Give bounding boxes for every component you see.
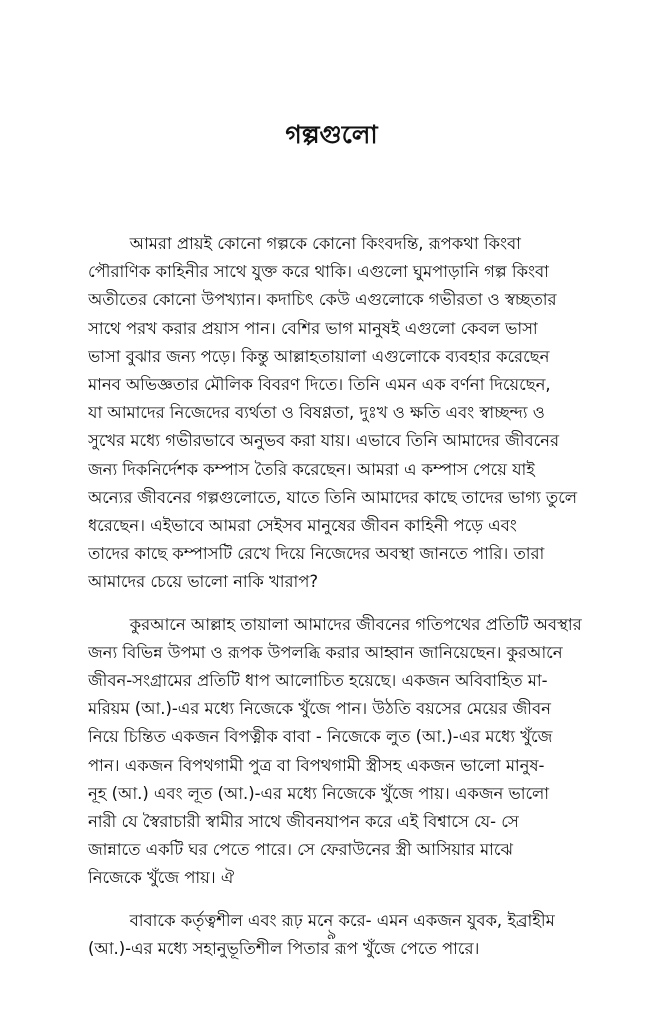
text-line: যা আমাদের নিজেদের ব্যর্থতা ও বিষণ্ণতা, দুঃখ ও ক্ষতি এবং স্বাচ্ছন্দ্য ও (88, 403, 545, 423)
page-number: ৯ (326, 925, 337, 943)
text-line: আমাদের চেয়ে ভালো নাকি খারাপ? (88, 572, 319, 592)
chapter-title: গল্পগুলো (285, 120, 378, 149)
text-line: মানব অভিজ্ঞতার মৌলিক বিবরণ দিতে। তিনি এমন এক বর্ণনা দিয়েছেন, (88, 375, 551, 395)
text-line: কুরআনে আল্লাহ তায়ালা আমাদের জীবনের গতিপথের প্রতিটি অবস্থার (88, 614, 582, 634)
text-line: মরিয়ম (আ.)-এর মধ্যে নিজেকে খুঁজে পান। উঠতি বয়সের মেয়ের জীবন (88, 699, 551, 719)
text-line: নিজেকে খুঁজে পায়। ঐ (88, 868, 234, 888)
chapter-body (88, 230, 588, 977)
text-line: পৌরাণিক কাহিনীর সাথে যুক্ত করে থাকি। এগুলো ঘুমপাড়ানি গল্প কিংবা (88, 262, 549, 282)
text-line: বাবাকে কর্তৃত্বশীল এবং রূঢ় মনে করে- এমন একজন যুবক, ইব্রাহীম (88, 910, 555, 930)
paragraph (88, 230, 588, 597)
text-line: আমরা প্রায়ই কোনো গল্পকে কোনো কিংবদন্তি, রূপকথা কিংবা (88, 234, 521, 253)
text-line: জন্য বিভিন্ন উপমা ও রূপক উপলব্ধি করার আহ্বান জানিয়েছেন। কুরআনে (88, 642, 563, 662)
text-line: (আ.)-এর মধ্যে সহানুভূতিশীল পিতার রূপ খুঁজে পেতে পারে। (88, 938, 480, 958)
text-line: সাথে পরখ করার প্রয়াস পান। বেশির ভাগ মানুষই এগুলো কেবল ভাসা (88, 318, 538, 338)
text-line: নারী যে স্বৈরাচারী স্বামীর সাথে জীবনযাপন করে এই বিশ্বাসে যে- সে (88, 812, 519, 832)
text-line: সুখের মধ্যে গভীরভাবে অনুভব করা যায়। এভাবে তিনি আমাদের জীবনের (88, 431, 559, 451)
text-line: পান। একজন বিপথগামী পুত্র বা বিপথগামী স্ত্রীসহ একজন ভালো মানুষ- (88, 755, 545, 775)
text-line: অতীতের কোনো উপখ্যান। কদাচিৎ কেউ এগুলোকে গভীরতা ও স্বচ্ছতার (88, 290, 557, 310)
paragraph (88, 611, 588, 893)
text-line: জান্নাতে একটি ঘর পেতে পারে। সে ফেরাউনের স্ত্রী আসিয়ার মাঝে (88, 840, 513, 860)
text-line: ধরেছেন। এইভাবে আমরা সেইসব মানুষের জীবন কাহিনী পড়ে এবং (88, 516, 517, 536)
text-line: ভাসা বুঝার জন্য পড়ে। কিন্তু আল্লাহতায়ালা এগুলোকে ব্যবহার করেছেন (88, 346, 550, 366)
text-line: নূহ (আ.) এবং লূত (আ.)-এর মধ্যে নিজেকে খুঁজে পায়। একজন ভালো (88, 783, 550, 803)
text-line: তাদের কাছে কম্পাসটি রেখে দিয়ে নিজেদের অবস্থা জানতে পারি। তারা (88, 544, 545, 564)
text-line: নিয়ে চিন্তিত একজন বিপত্নীক বাবা - নিজেকে লুত (আ.)-এর মধ্যে খুঁজে (88, 727, 553, 747)
text-line: জীবন-সংগ্রামের প্রতিটি ধাপ আলোচিত হয়েছে। একজন অবিবাহিত মা- (88, 671, 548, 691)
text-line: অন্যের জীবনের গল্পগুলোতে, যাতে তিনি আমাদের কাছে তাদের ভাগ্য তুলে (88, 487, 577, 507)
text-line: জন্য দিকনির্দেশক কম্পাস তৈরি করেছেন। আমরা এ কম্পাস পেয়ে যাই (88, 459, 535, 479)
